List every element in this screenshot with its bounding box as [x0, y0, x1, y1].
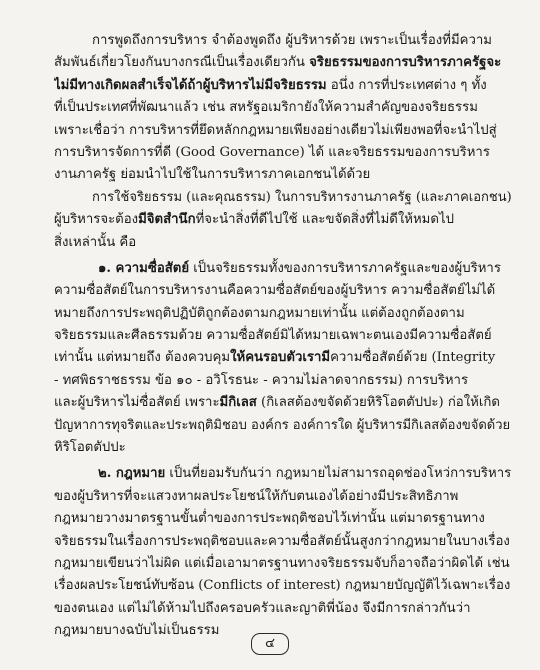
text-line — [54, 598, 516, 620]
paragraph — [54, 463, 516, 642]
text-line — [54, 370, 516, 392]
text-line — [54, 508, 516, 530]
text-line — [54, 187, 516, 209]
text-line — [54, 575, 516, 597]
page-footer — [0, 632, 540, 658]
body-text — [54, 30, 516, 643]
text-segment: จริยธรรมและศีลธรรมด้วย ความซื่อสัตย์มิได้หมายเฉพาะตนเองมีความซื่อสัตย์ — [54, 328, 492, 344]
text-line — [54, 303, 516, 325]
text-segment: และผู้บริหารไม่ซื่อสัตย์ เพราะ — [54, 395, 220, 411]
text-segment: เพราะเชื่อว่า การบริหารที่ยึดหลักกฎหมายเพียงอย่างเดียวไม่เพียงพอที่จะนำไปสู่ — [54, 122, 497, 138]
text-line — [54, 52, 516, 74]
paragraph — [54, 30, 516, 187]
bold-text-segment: มีจิตสำนึก — [138, 212, 196, 228]
text-segment: หิริโอตตัปปะ — [54, 440, 126, 456]
text-line — [54, 392, 516, 414]
text-segment: จริยธรรมในเรื่องการประพฤติชอบและความซื่อสัตย์นั้นสูงกว่ากฎหมายในบางเรื่อง — [54, 533, 510, 549]
text-segment: ผู้บริหารจะต้อง — [54, 212, 139, 228]
text-line — [54, 280, 516, 302]
text-segment: อนึ่ง การที่ประเทศต่าง ๆ ทั้ง — [326, 77, 487, 93]
text-line — [54, 531, 516, 553]
text-segment: - ทศพิธราชธรรม ข้อ ๑๐ - อวิโรธนะ - ความไม่ลาดจากธรรม) การบริหาร — [54, 372, 469, 388]
text-segment: การใช้จริยธรรม (และคุณธรรม) ในการบริหารงานภาครัฐ (และภาคเอกชน) — [92, 189, 512, 205]
bold-text-segment: ให้คนรอบตัวเรามี — [230, 350, 331, 366]
text-segment: ของตนเอง แต่ไม่ได้ห้ามไปถึงครอบครัวและญาติพี่น้อง จึงมีการกล่าวกันว่า — [54, 600, 471, 616]
text-segment: สัมพันธ์เกี่ยวโยงกันบางกรณีเป็นเรื่องเดียวกัน — [54, 55, 310, 71]
text-segment: ที่จะนำสิ่งที่ดีไปใช้ และขจัดสิ่งที่ไม่ดีให้หมดไป — [195, 212, 454, 228]
text-segment: ที่เป็นประเทศที่พัฒนาแล้ว เช่น สหรัฐอเมริกายังให้ความสำคัญของจริยธรรม — [54, 100, 478, 116]
text-line — [54, 258, 516, 280]
text-segment: เป็นที่ยอมรับกันว่า กฎหมายไม่สามารถอุดช่องโหว่การบริหาร — [165, 466, 512, 482]
text-segment: การบริหารจัดการที่ดี (Good Governance) ได้ และจริยธรรมของการบริหาร — [54, 144, 490, 160]
text-segment: งานภาครัฐ ย่อมนำไปใช้ในการบริหารภาคเอกชนได้ด้วย — [54, 167, 371, 183]
text-line — [54, 463, 516, 485]
text-segment: ปัญหาการทุจริตและประพฤติมิชอบ องค์กร องค์การใด ผู้บริหารมีกิเลสต้องขจัดด้วย — [54, 417, 511, 433]
text-line — [54, 232, 516, 254]
bold-text-segment: ๑. ความซื่อสัตย์ — [98, 260, 190, 276]
text-segment: ความซื่อสัตย์ด้วย (Integrity — [330, 350, 496, 366]
bold-text-segment: ไม่มีทางเกิดผลสำเร็จได้ถ้าผู้บริหารไม่มีจริยธรรม — [54, 77, 327, 93]
text-segment: กฎหมายเขียนว่าไม่ผิด แต่เมื่อเอามาตรฐานทางจริยธรรมจับก็อาจถือว่าผิดได้ เช่น — [54, 555, 510, 571]
paragraph — [54, 258, 516, 460]
text-segment: เป็นจริยธรรมทั้งของการบริหารภาครัฐและของผู้บริหาร — [189, 260, 501, 276]
text-segment: สิ่งเหล่านั้น คือ — [54, 234, 137, 250]
text-line — [54, 120, 516, 142]
text-segment: กฎหมายบางฉบับไม่เป็นธรรม — [54, 623, 220, 639]
text-line — [54, 325, 516, 347]
text-line — [54, 486, 516, 508]
text-line — [54, 437, 516, 459]
text-line — [54, 97, 516, 119]
text-line — [54, 347, 516, 369]
text-line — [54, 142, 516, 164]
text-segment: เท่านั้น แต่หมายถึง ต้องควบคุม — [54, 350, 231, 366]
text-line — [54, 75, 516, 97]
text-line — [54, 553, 516, 575]
bold-text-segment: จริยธรรมของการบริหารภาครัฐจะ — [309, 55, 502, 71]
text-line — [54, 209, 516, 231]
text-segment: (กิเลสต้องขจัดด้วยหิริโอตตัปปะ) ก่อให้เกิด — [256, 395, 500, 411]
text-line — [54, 415, 516, 437]
text-line — [54, 30, 516, 52]
text-segment: การพูดถึงการบริหาร จำต้องพูดถึง ผู้บริหารด้วย เพราะเป็นเรื่องที่มีความ — [92, 33, 492, 48]
bold-text-segment: ๒. กฎหมาย — [98, 466, 166, 482]
text-segment: ความซื่อสัตย์ในการบริหารงานคือความซื่อสัตย์ของผู้บริหาร ความซื่อสัตย์ไม่ได้ — [54, 283, 496, 299]
text-segment: กฎหมายวางมาตรฐานขั้นต่ำของการประพฤติชอบไว้เท่านั้น แต่มาตรฐานทาง — [54, 511, 485, 527]
bold-text-segment: มีกิเลส — [219, 395, 257, 411]
text-segment: หมายถึงการประพฤติปฏิบัติถูกต้องตามกฎหมายเท่านั้น แต่ต้องถูกต้องตาม — [54, 305, 465, 321]
text-segment: ของผู้บริหารที่จะแสวงหาผลประโยชน์ให้กับตนเองได้อย่างมีประสิทธิภาพ — [54, 488, 459, 504]
page-number: ๔ — [251, 633, 289, 655]
text-line — [54, 164, 516, 186]
paragraph — [54, 187, 516, 254]
text-segment: เรื่องผลประโยชน์ทับซ้อน (Conflicts of interest) กฎหมายบัญญัติไว้เฉพาะเรื่อง — [54, 578, 511, 594]
